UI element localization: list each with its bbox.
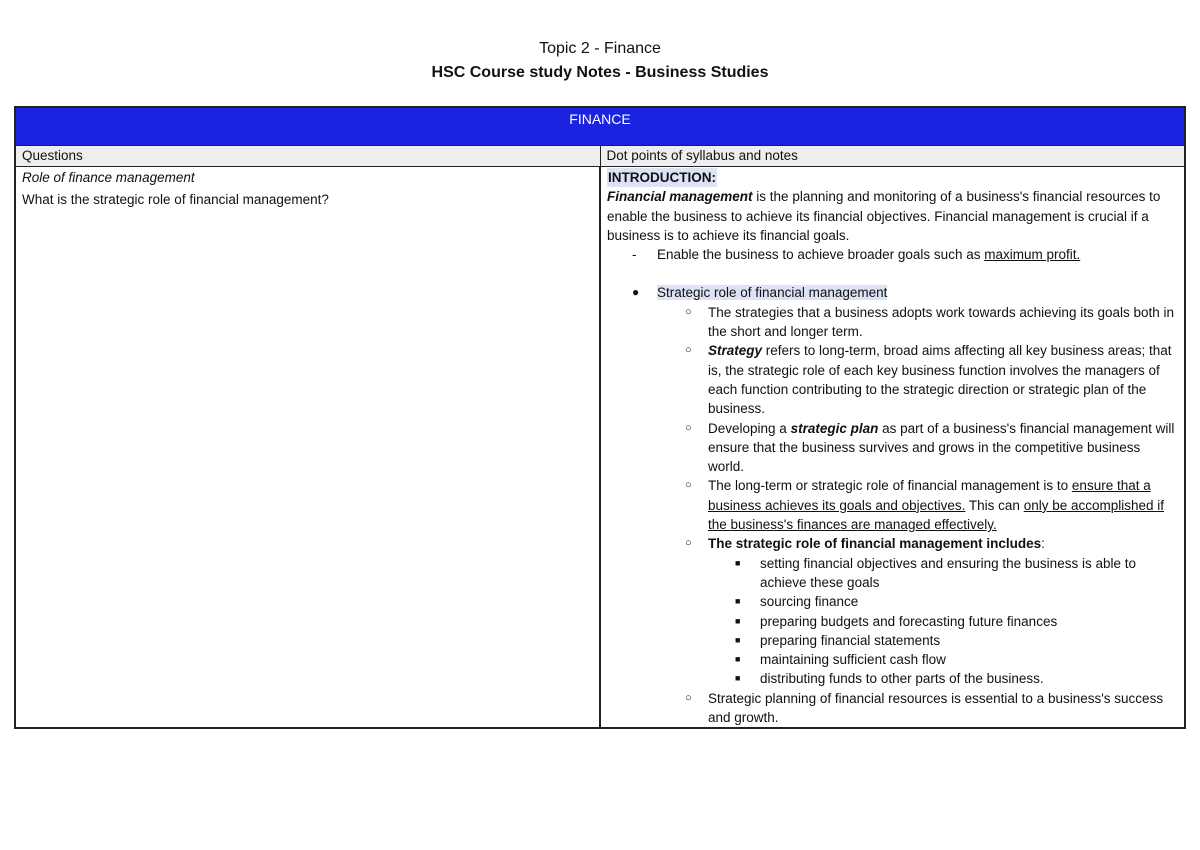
main-bullet-list	[607, 283, 1178, 727]
intro-text: is the planning and monitoring of a business's financial resources to enable the business to achieve its financial objectives. Financial management is crucial if a business is to achieve its financial goals.	[607, 189, 1161, 243]
sub-point-text: Developing a	[708, 420, 791, 436]
include-item: distributing funds to other parts of the business.	[760, 671, 1044, 687]
list-item	[607, 592, 1178, 611]
dash-text: Enable the business to achieve broader goals such as	[657, 247, 985, 263]
questions-cell	[15, 167, 600, 729]
square-marker: ■	[735, 557, 741, 568]
intro-term: Financial management	[607, 189, 753, 205]
list-item	[607, 476, 1178, 534]
list-item	[607, 689, 1178, 728]
dash-underlined: maximum profit.	[984, 247, 1081, 263]
list-item	[607, 283, 1178, 727]
finance-banner: FINANCE	[15, 107, 1185, 146]
include-item: setting financial objectives and ensuring the business is able to achieve these goals	[760, 555, 1136, 590]
notes-cell	[600, 167, 1185, 729]
sub-bullet-list	[607, 303, 1178, 728]
sub-point-heading: The strategic role of financial management includes	[708, 536, 1042, 552]
page-subtitle: HSC Course study Notes - Business Studies	[431, 64, 769, 81]
column-header-questions: Questions	[15, 146, 600, 167]
sub-point-text: The long-term or strategic role of financial management is to	[708, 478, 1072, 494]
square-marker: ■	[735, 615, 741, 626]
sub-point-text: as part of a business's financial management will ensure that the business survives and grows in the competitive business world.	[708, 420, 1175, 475]
list-item	[607, 534, 1178, 688]
notes-table	[14, 106, 1186, 729]
dash-list	[607, 245, 1178, 264]
question-text: What is the strategic role of financial management?	[22, 192, 329, 208]
square-marker: ■	[735, 634, 741, 645]
circle-marker: ○	[685, 537, 692, 550]
circle-marker: ○	[685, 305, 692, 318]
bullet-marker: ●	[632, 285, 640, 300]
list-item	[607, 612, 1178, 631]
sub-point-text: Strategic planning of financial resources is essential to a business's success and growth.	[708, 690, 1164, 726]
list-item	[607, 669, 1178, 688]
include-item: sourcing finance	[760, 594, 859, 610]
sub-point-text: This can	[965, 497, 1024, 513]
sub-point-underlined: ensure that a business achieves its goals and objectives.	[708, 478, 1151, 513]
sub-point-colon: :	[1041, 536, 1045, 552]
intro-heading: INTRODUCTION:	[607, 168, 717, 187]
square-marker: ■	[735, 654, 741, 665]
include-item: preparing financial statements	[760, 632, 941, 648]
circle-marker: ○	[685, 421, 692, 434]
sub-point-text: refers to long-term, broad aims affecting all key business areas; that is, the strategic role of each key business function involves the managers of each function contributing to the strategic direction or strategic plan of the business.	[708, 343, 1172, 417]
page-title: Topic 2 - Finance	[539, 40, 661, 57]
square-marker: ■	[735, 673, 741, 684]
list-item	[607, 554, 1178, 593]
square-marker: ■	[735, 596, 741, 607]
sub-point-term: Strategy	[708, 343, 763, 359]
question-topic: Role of finance management	[22, 170, 195, 185]
list-item	[607, 341, 1178, 418]
sub-point-text: The strategies that a business adopts work towards achieving its goals both in the short and longer term.	[708, 304, 1175, 340]
column-header-notes: Dot points of syllabus and notes	[600, 146, 1185, 167]
sub-point-term: strategic plan	[790, 420, 879, 436]
intro-paragraph	[607, 187, 1178, 245]
include-item: maintaining sufficient cash flow	[760, 652, 946, 668]
circle-marker: ○	[685, 479, 692, 492]
circle-marker: ○	[685, 691, 692, 704]
list-item	[607, 419, 1178, 477]
sub-point-underlined: only be accomplished if the business's finances are managed effectively.	[708, 497, 1165, 533]
list-item	[607, 303, 1178, 342]
list-item	[607, 245, 1178, 264]
list-item	[607, 631, 1178, 650]
dash-marker: -	[632, 247, 637, 263]
circle-marker: ○	[685, 344, 692, 357]
main-point: Strategic role of financial management	[657, 285, 888, 301]
include-item: preparing budgets and forecasting future finances	[760, 613, 1058, 629]
list-item	[607, 650, 1178, 669]
includes-list	[607, 554, 1178, 689]
